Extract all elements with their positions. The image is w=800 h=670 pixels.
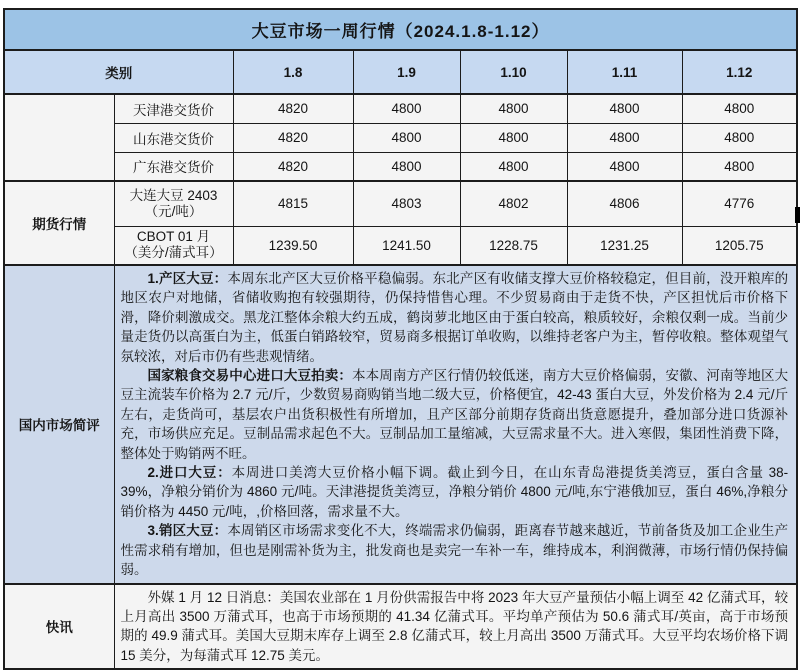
row-label-guangdong: 广东港交货价 xyxy=(114,152,233,181)
paragraph-lead: 3.销区大豆： xyxy=(147,523,228,539)
paragraph-lead: 国家粮食交易中心进口大豆拍卖： xyxy=(147,368,352,384)
price-cell: 4820 xyxy=(233,123,353,152)
date-header: 1.11 xyxy=(567,50,682,94)
price-cell: 4820 xyxy=(233,152,353,181)
contract-unit: （元/吨） xyxy=(144,203,203,219)
row-label-cbot xyxy=(114,226,233,265)
commentary-paragraph xyxy=(121,366,789,463)
table-row xyxy=(4,152,797,181)
table-row xyxy=(4,265,797,584)
price-cell: 4800 xyxy=(682,94,797,123)
row-label-dalian xyxy=(114,181,233,226)
price-cell: 4800 xyxy=(567,123,682,152)
date-header: 1.12 xyxy=(682,50,797,94)
price-cell: 4815 xyxy=(233,181,353,226)
price-cell: 4800 xyxy=(682,152,797,181)
contract-name: CBOT 01 月 xyxy=(136,229,211,245)
price-cell: 4800 xyxy=(460,123,567,152)
price-cell: 4800 xyxy=(460,94,567,123)
news-section-label: 快讯 xyxy=(4,584,114,670)
row-label-shandong: 山东港交货价 xyxy=(114,123,233,152)
category-header: 类别 xyxy=(4,50,233,94)
commentary-paragraph xyxy=(121,269,789,366)
table-row xyxy=(4,94,797,123)
price-cell: 4800 xyxy=(353,94,460,123)
contract-unit: （美分/蒲式耳） xyxy=(124,245,223,261)
commentary-paragraph xyxy=(121,521,789,579)
commentary-section-label: 国内市场简评 xyxy=(4,265,114,584)
commentary-paragraph xyxy=(121,463,789,521)
price-cell: 4800 xyxy=(567,94,682,123)
spot-section-cell xyxy=(4,94,114,181)
price-cell: 1228.75 xyxy=(460,226,567,265)
date-header: 1.9 xyxy=(353,50,460,94)
price-cell: 4776 xyxy=(682,181,797,226)
table-row xyxy=(4,584,797,670)
price-cell: 4803 xyxy=(353,181,460,226)
price-cell: 4800 xyxy=(353,123,460,152)
date-header: 1.10 xyxy=(460,50,567,94)
paragraph-text: 本周东北产区大豆价格平稳偏弱。东北产区有收储支撑大豆价格较稳定，但目前，没开粮库的地区农户对地储，省储收购抱有较强期待，仍保持惜售心理。不少贸易商由于走货不快，产区担忧后市价格下滑，降价刺激成交。黑龙江整体余粮大约五成，鹤岗萝北地区由于蛋白较高，粮质较好，余粮仅剩一成。当前少量走货仍以高蛋白为主，低蛋白销路较窄，贸易商多根据订单收购，以维持老客户为主，暂停收粮。整体观望气氛较浓，对后市仍有些悲观情绪。 xyxy=(120,271,789,364)
price-cell: 4800 xyxy=(682,123,797,152)
paragraph-text: 本周进口美湾大豆价格小幅下调。截止到今日，在山东青岛港提货美湾豆，蛋白含量 38-39%，净粮分销价为 4860 元/吨。天津港提货美湾豆，净粮分销价 4800 元/吨,东宁港俄加豆，蛋白 46%,净粮分销价格为 4450 元/吨，,价格回落，需求量不大。 xyxy=(120,465,789,519)
commentary-content xyxy=(114,265,797,584)
futures-section-label: 期货行情 xyxy=(4,181,114,265)
screen-edge-mark xyxy=(795,207,800,223)
price-cell: 1241.50 xyxy=(353,226,460,265)
news-content xyxy=(114,584,797,670)
price-table xyxy=(3,8,798,670)
news-paragraph: 外媒 1 月 12 日消息：美国农业部在 1 月份供需报告中将 2023 年大豆产量预估小幅上调至 42 亿蒲式耳，较上月高出 3500 万蒲式耳，也高于市场预期的 41.34 亿蒲式耳。平均单产预估为 50.6 蒲式耳/英亩，高于市场预期的 49.9 蒲式耳。美国大豆期末库存上调至 2.8 亿蒲式耳，较上月高出 3500 万蒲式耳。大豆平均农场价格下调 15 美分，为每蒲式耳 12.75 美元。 xyxy=(120,589,789,663)
soybean-weekly-report xyxy=(3,8,798,670)
report-title: 大豆市场一周行情（2024.1.8-1.12） xyxy=(4,9,797,50)
row-label-tianjin: 天津港交货价 xyxy=(114,94,233,123)
paragraph-lead: 2.进口大豆： xyxy=(147,465,232,481)
price-cell: 4800 xyxy=(353,152,460,181)
paragraph-text: 本周销区市场需求变化不大，终端需求仍偏弱，距离春节越来越近，节前备货及加工企业生产性需求稍有增加，但也是刚需补货为主，批发商也是卖完一车补一车，维持成本，利润微薄，市场行情仍保持偏弱。 xyxy=(120,523,789,578)
price-cell: 1231.25 xyxy=(567,226,682,265)
price-cell: 4820 xyxy=(233,94,353,123)
table-row xyxy=(4,226,797,265)
price-cell: 4806 xyxy=(567,181,682,226)
price-cell: 4800 xyxy=(567,152,682,181)
table-row xyxy=(4,123,797,152)
paragraph-text: 本本周南方产区行情仍较低迷，南方大豆价格偏弱，安徽、河南等地区大豆主流装车价格为 2.7 元/斤，少数贸易商购销当地二级大豆，价格便宜，42-43 蛋白大豆，外发价格为 2.4 元/斤左右，走货尚可，基层农户出货积极性有所增加，且产区部分前期存货商出货意愿提升，叠加部分进口货源补充，市场供应充足。豆制品需求起色不大。豆制品加工量缩减，大豆需求量不大。进入寒假，集团性消费下降，整体处于购销两不旺。 xyxy=(120,368,789,461)
price-cell: 1239.50 xyxy=(233,226,353,265)
price-cell: 4802 xyxy=(460,181,567,226)
price-cell: 4800 xyxy=(460,152,567,181)
contract-name: 大连大豆 2403 xyxy=(129,187,218,203)
paragraph-lead: 1.产区大豆： xyxy=(147,271,228,286)
price-cell: 1205.75 xyxy=(682,226,797,265)
date-header: 1.8 xyxy=(233,50,353,94)
table-row xyxy=(4,181,797,226)
